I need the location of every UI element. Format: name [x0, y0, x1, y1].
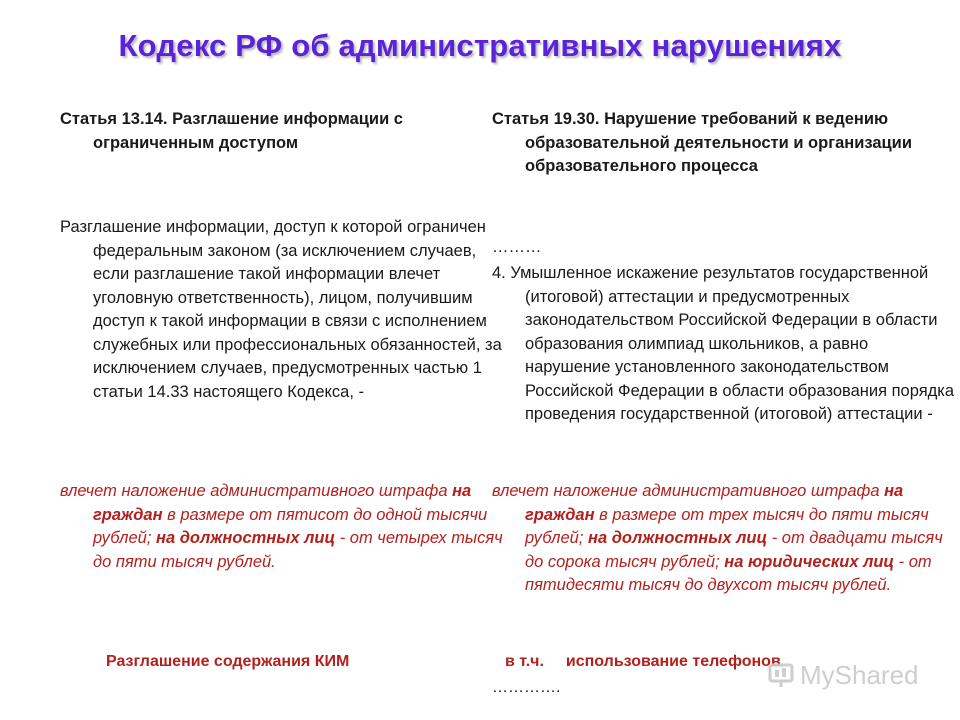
penalty-text: влечет наложение административного штрафа [492, 482, 885, 500]
article-13-14-penalty [60, 480, 503, 574]
penalty-text: влечет наложение административного штрафа [60, 482, 453, 500]
article-19-30-penalty [492, 480, 955, 598]
article-13-14-heading: Статья 13.14. Разглашение информации с ограниченным доступом [60, 110, 403, 152]
ellipsis: ……… [492, 238, 542, 256]
penalty-text: в размере от пятисот до одной тысячи рублей; [93, 505, 488, 547]
including-text: в т.ч. [505, 653, 544, 670]
bottom-ellipsis: …………. [492, 679, 561, 696]
article-19-30-heading: Статья 19.30. Нарушение требований к ведению образовательной деятельности и организации образовательного процесса [492, 110, 912, 175]
phone-usage-text: использование телефонов [565, 653, 781, 670]
penalty-emphasis: на граждан [93, 482, 472, 524]
article-19-30 [492, 108, 955, 594]
watermark-text: MyShared [800, 660, 919, 690]
penalty-text: в размере от трех тысяч до пяти тысяч рублей; [525, 505, 929, 547]
article-13-14-body: Разглашение информации, доступ к которой ограничен федеральным законом (за исключением случаев, если разглашение такой информации влечет уголовную ответственность), лицом, получившим доступ к такой информации в связи с исполнением служебных или профессиональных обязанностей, за исключением случаев, предусмотренных частью 1 статьи 14.33 настоящего Кодекса, - [60, 218, 502, 401]
myshared-watermark [768, 660, 919, 691]
page-title: Кодекс РФ об административных нарушениях [118, 28, 842, 63]
penalty-text: - от пятидесяти тысяч до двухсот тысяч рублей. [525, 552, 932, 594]
penalty-emphasis: на должностных лиц [156, 529, 336, 547]
article-19-30-body: 4. Умышленное искажение результатов государственной (итоговой) аттестации и предусмотренных законодательством Российской Федерации в области образования олимпиад школьников, а равно нарушение установленного законодательством Российской Федерации в области образования порядка проведения государственной (итоговой) аттестации - [492, 264, 955, 423]
kim-disclosure-label: Разглашение содержания КИМ [106, 653, 350, 670]
penalty-emphasis: на юридических лиц [724, 552, 895, 571]
penalty-text: - от двадцати тысяч до сорока тысяч рублей; [525, 529, 943, 571]
penalty-emphasis: на граждан [525, 482, 904, 524]
article-13-14 [60, 108, 503, 571]
penalty-text: - от четырех тысяч до пяти тысяч рублей. [93, 529, 503, 571]
penalty-emphasis: на должностных лиц [588, 529, 768, 547]
presentation-icon [768, 663, 794, 689]
phone-usage-label [505, 653, 781, 671]
